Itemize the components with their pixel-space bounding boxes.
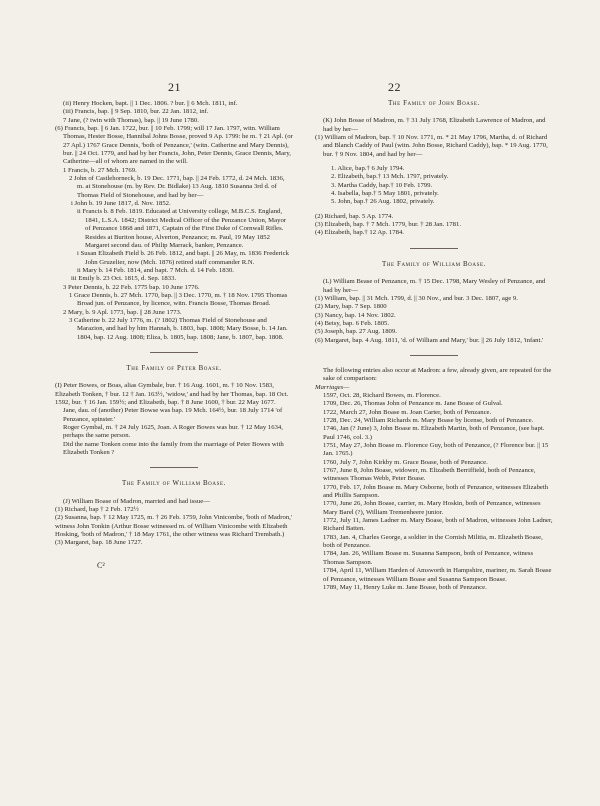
entry-paragraph: (1) William of Madron, bap. † 10 Nov. 1771, m. * 21 May 1796, Martha, d. of Richard and Blanch Caddy of Paul (witn. John Bosse, Richard Caddy), bap. * 19 Aug. 1770, bur. † 9 Nov. 1804, and had by her— [315,134,548,158]
entry-line: (4) Elizabeth, bap.† 12 Ap. 1784. [315,229,404,237]
marriage-entry: 1722, March 27, John Boase m. Joan Carter, both of Penzance. [323,408,492,416]
marriages-label: Marriages— [315,383,350,391]
section-divider [410,355,458,356]
entry-line: (2) Mary, bap. 7 Sep. 1800 [315,303,387,311]
entry-line: (3) Margaret, bap. 18 June 1727. [55,539,143,547]
entry-line: 1 Francis, b. 27 Mch. 1769. [63,166,137,174]
entry-paragraph: Jane, dau. of (another) Peter Bowse was bap. 19 Mch. 164½, bur. 18 July 1714 'of Penzance, spinster.' [63,407,283,423]
marriage-entry: 1760, July 7, John Kirkby m. Grace Boase, both of Penzance. [323,458,488,466]
entry-line: (3) Nancy, bap. 14 Nov. 1802. [315,311,396,319]
right-column [315,100,553,592]
entry-line: 2 Mary, b. 9 Apl. 1773, bap. || 28 June 1773. [63,308,182,316]
entry-paragraph: 2 John of Castlehorneck, b. 19 Dec. 1771, bap. || 24 Feb. 1772, d. 24 Mch. 1836, m. at Stonehouse (m. by Rev. Dr. Bidlake) 13 Aug. 1810 Susanna 3rd d. of Thomas Field of Stonehouse, and had by her— [69,175,285,199]
note-paragraph: The following entries also occur at Madron: a few, already given, are repeated for the sake of comparison: [323,366,552,383]
entry-line: 5. John, bap.† 26 Aug. 1802, privately. [331,198,435,206]
entry-line: (ii) Henry Hocken, bapt. || 1 Dec. 1806. ? bur. || 6 Mch. 1811, inf. [63,100,238,107]
marriage-entry: 1789, May 11, Henry Luke m. Jane Boase, both of Penzance. [323,583,487,591]
marriage-entry: 1767, June 8, John Boase, widower, m. Elizabeth Berriffield, both of Penzance, witnesses Thomas Webb, Peter Boase. [323,467,536,483]
entry-paragraph: i Susan Elizabeth Field b. 26 Feb. 1812, and bapt. || 26 May, m. 1836 Frederick John Gruzelier, now (Mch. 1876) retired staff commander R.N. [77,250,289,266]
entry-line: (5) Joseph, bap. 27 Aug. 1809. [315,328,397,336]
section-divider [410,248,458,249]
entry-line: 1. Alice, bap.† 6 July 1794. [331,165,405,173]
marriage-entry: 1770, June 26, John Boase, carrier, m. Mary Hoskin, both of Penzance, witnesses Mary Barel (?), William Tremenheere junior. [323,500,541,516]
marriage-entry: 1709, Dec. 26, Thomas John of Penzance m. Jane Boase of Gulval. [323,400,503,408]
marriage-entry: 1784, April 11, William Harden of Amsworth in Hampshire, mariner, m. Sarah Boase of Penzance, witnesses William Boase and Susanna Sampson Boase. [323,567,552,583]
marriage-entry: 1784, Jan. 26, William Boase m. Susanna Sampson, both of Penzance, witness Thomas Sampson. [323,550,534,566]
entry-paragraph: (1) William, bap. || 31 Mch. 1799, d. || 30 Nov., and bur. 3 Dec. 1807, age 9. [315,294,518,302]
entry-line: (1) Richard, bap † 2 Feb. 172½ [55,506,139,514]
entry-paragraph: Did the name Tonken come into the family from the marriage of Peter Bowes with Elizabeth Tonken ? [63,440,284,457]
entry-paragraph: 3 Catherine b. 22 July 1776, m. (? 1802) Thomas Field of Stonehouse and Marazion, and had by him Hannah, b. 1803, bap. 1808; Mary Bosse, b. 14 Jan. 1804, bap. 12 Aug. 1808; Eliza, b. 1805, bap. 1808; Jane, b. 1807, bap. 1808. [69,316,288,341]
marriage-entry: 1597, Oct. 28, Richard Bowes, m. Florence. [323,391,441,399]
entry-paragraph: (2) Susanna, bap. † 12 May 1725, m. † 26 Feb. 1759, John Vinicombe, 'both of Madron,' witness John Tonkin (Arthur Bosse witnessed m. of William Vinicombe with Elizabeth Hosking, 'both of Madron,' † 18 May 1761, the other witness was Richard Trembath.) [55,514,293,539]
entry-paragraph: Roger Gymbal, m. † 24 July 1625, Joan. A Roger Bowes was bur. † 12 May 1634, perhaps the same person. [63,424,283,440]
section-divider [150,352,198,353]
page-number-left: 21 [168,80,181,94]
entry-line: 2. Elizabeth, bap.† 13 Mch. 1797, privately. [331,173,449,181]
section-heading-peter: The Family of Peter Boase. [126,364,222,372]
signature-mark: C² [97,560,105,570]
entry-paragraph: (6) Margaret, bap. 4 Aug. 1811, 'd. of William and Mary,' bur. || 26 July 1812, 'infant.' [315,336,544,344]
entry-line: (3) Elizabeth, bap. † 7 Mch. 1779, bur. † 28 Jan. 1781. [315,221,461,229]
marriage-entry: 1751, May 27, John Boase m. Florence Guy, both of Penzance, (? Florence bur. || 15 Jan. 1765.) [323,442,549,458]
section-heading-john: The Family of John Boase. [388,100,480,107]
marriage-entry: 1770, Feb. 17, John Boase m. Mary Osborne, both of Penzance, witnesses Elizabeth and Phillis Sampson. [323,483,549,500]
marriage-entry: 1728, Dec. 24, William Richards m. Mary Boase by license, both of Penzance. [323,416,534,424]
entry-paragraph: (I) Peter Bowes, or Boas, alias Gymbale, bur. † 16 Aug. 1601, m. † 10 Nov. 1583, Elizabeth Tonken, † bur. 12 † Jan. 163½, 'widow,' and had by her Thomas, bap. 18 Oct. 1592, bur. † 16 Jan. 159½; and Elizabeth, bap. † 8 June 1600, † bur. 22 May 1677. [55,382,289,406]
entry-line: 3. Martha Caddy, bap.† 10 Feb. 1799. [331,181,433,189]
entry-line: (J) William Boase of Madron, married and had issue— [63,497,210,505]
entry-paragraph: ii Francis b. 8 Feb. 1819. Educated at University college, M.B.C.S. England, 1841, L.S.A. 1842; District Medical Officer of the Penzance Union, Mayor of Penzance 1868 and 1871, Captain of the First Duke of Cornwall Rifles. Resides at Buriton house, Alverton, Penzance; m. Paul, 19 May 1852 Margaret second dau. of Philip Marrack, banker, Penzance. [77,208,287,249]
section-heading-william-2: The Family of William Boase. [382,260,486,268]
section-divider [150,467,198,468]
entry-paragraph: (L) William Bease of Penzance, m. † 15 Dec. 1798, Mary Wesley of Penzance, and had by her— [323,278,546,294]
section-heading-william: The Family of William Boase. [122,480,226,488]
left-column [55,100,293,570]
entry-line: 4. Isabella, bap.† 5 May 1801, privately. [331,190,439,198]
entry-paragraph: 1 Grace Dennis, b. 27 Mch. 1770, bap. || 3 Dec. 1770, m. † 18 Nov. 1795 Thomas Broad jun. of Penzance, by licence, witn. Francis Bosse, Thomas Broad. [69,291,288,308]
entry-line: 3 Peter Dennis, b. 22 Feb. 1775 bap. 10 June 1776. [63,283,200,291]
marriage-entry: 1772, July 11, James Ladner m. Mary Boase, both of Madron, witnesses John Ladner, Richard Batten. [323,517,553,533]
entry-paragraph: (6) Francis, bap. || 6 Jan. 1722, bur. || 10 Feb. 1799; will 17 Jan. 1797, witn. William Thomas, Hester Bosse, Hannibal Johns Bosse, proved 9 Ap. 1799: he m. † 21 Apl. (or 27 Apl.) 1767 Grace Dennis, 'both of Penzance,' (witn. Catherine and Mary Dennis), bur. || 24 Oct. 1779, and had by her Francis, John, Peter Dennis, Grace Dennis, Mary, Catherine—all of whom are named in the will. [55,125,293,166]
entry-line: (2) Richard, bap. 5 Ap. 1774. [315,212,394,220]
entry-line: (iii) Francis, bap. || 9 Sep. 1810, bur. 22 Jan. 1812, inf. [63,108,209,116]
entry-line: (4) Betsy, bap. 6 Feb. 1805. [315,319,390,327]
entry-line: i John b. 19 June 1817, d. Nov. 1852. [71,200,171,208]
marriage-entry: 1746, Jan (? June) 3, John Boase m. Elizabeth Martin, both of Penzance, (see bapt. Paul 1746, col. 3.) [323,425,545,441]
marriage-entry: 1783, Jan. 4, Charles George, a soldier in the Cornish Militia, m. Elizabeth Boase, both of Penzance. [323,533,543,550]
page-number-right: 22 [388,80,401,94]
entry-line: 7 Jane, (? twin with Thomas), bap. || 19 June 1780. [63,116,199,124]
entry-line: iii Emily b. 23 Oct. 1815, d. Sep. 1833. [71,275,177,283]
entry-paragraph: ii Mary b. 14 Feb. 1814, and bapt. 7 Mch. d. 14 Feb. 1830. [77,266,234,274]
entry-paragraph: (K) John Bosse of Madron, m. † 31 July 1768, Elizabeth Lawrence of Madron, and had by her— [323,117,546,133]
